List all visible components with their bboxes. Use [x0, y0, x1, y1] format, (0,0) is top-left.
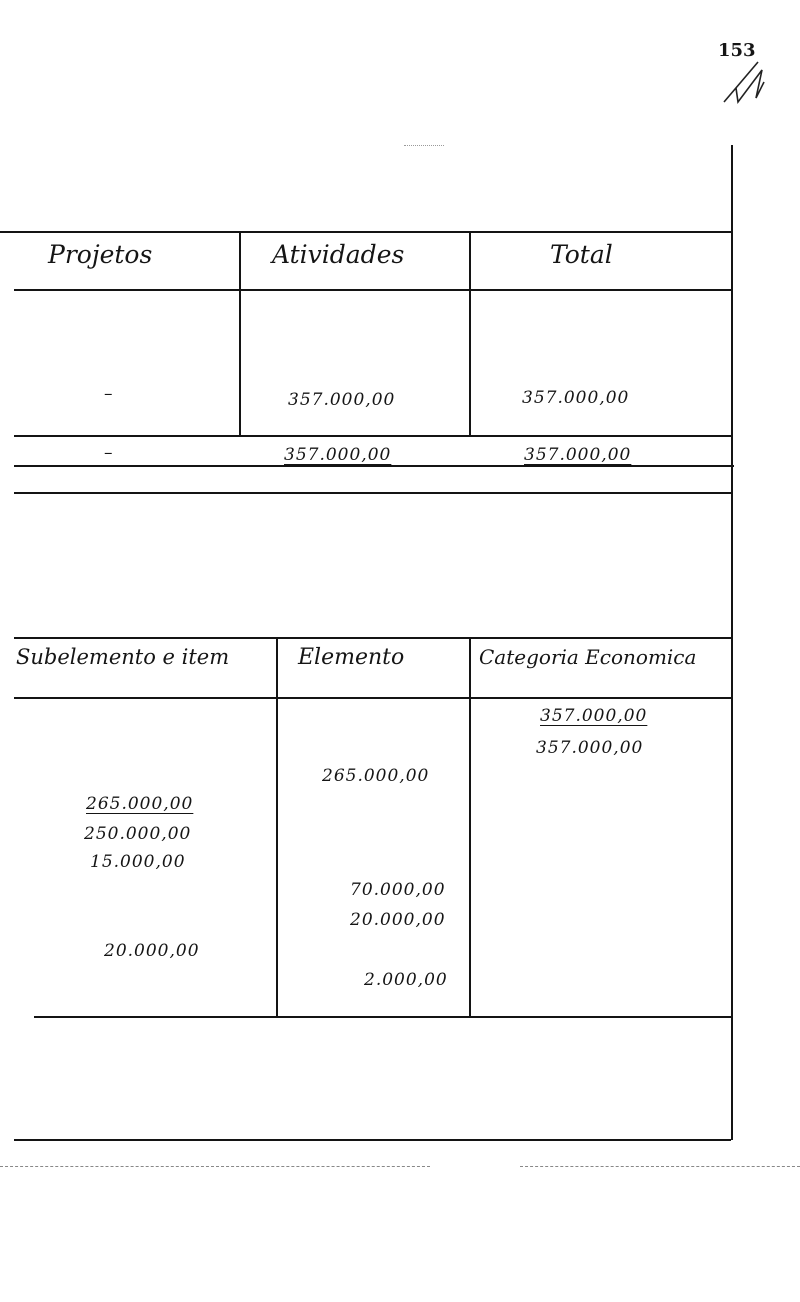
- table-rule: [0, 231, 731, 233]
- header-total: Total: [550, 240, 613, 269]
- table-rule: [14, 637, 731, 639]
- row-atividades: 357.000,00: [288, 390, 396, 410]
- header-elemento: Elemento: [298, 645, 405, 670]
- scan-artifact: [0, 1166, 430, 1167]
- header-atividades: Atividades: [272, 240, 405, 269]
- table-rule: [14, 492, 731, 494]
- elemento-value-4: 2.000,00: [364, 970, 448, 990]
- subelemento-value-1: 265.000,00: [86, 794, 194, 814]
- elemento-value-1: 265.000,00: [322, 766, 430, 786]
- subelemento-value-4: 20.000,00: [104, 941, 200, 961]
- header-subelemento: Subelemento e item: [16, 645, 230, 669]
- scan-artifact: [520, 1166, 800, 1167]
- table-rule: [14, 697, 731, 699]
- header-categoria: Categoria Economica: [479, 645, 697, 669]
- table-rule: [14, 435, 731, 437]
- elemento-value-3: 20.000,00: [350, 910, 446, 930]
- header-projetos: Projetos: [48, 240, 153, 269]
- table-rule: [14, 289, 731, 291]
- page-number: 153: [718, 40, 756, 61]
- elemento-value-2: 70.000,00: [350, 880, 446, 900]
- total-projetos: –: [104, 443, 114, 463]
- column-divider: [469, 231, 471, 436]
- initials-signature: [718, 58, 768, 110]
- column-divider: [239, 231, 241, 436]
- row-projetos: –: [104, 384, 114, 404]
- categoria-value-2: 357.000,00: [536, 738, 644, 758]
- margin-rule: [731, 145, 733, 1140]
- categoria-value-1: 357.000,00: [540, 706, 648, 726]
- subelemento-value-3: 15.000,00: [90, 852, 186, 872]
- table-rule: [34, 1016, 731, 1018]
- subelemento-value-2: 250.000,00: [84, 824, 192, 844]
- scan-artifact: [404, 145, 444, 146]
- table-rule: [14, 1139, 731, 1141]
- table-rule: [14, 465, 734, 467]
- column-divider: [276, 637, 278, 1017]
- total-atividades: 357.000,00: [284, 445, 392, 465]
- column-divider: [469, 637, 471, 1017]
- total-total: 357.000,00: [524, 445, 632, 465]
- row-total: 357.000,00: [522, 388, 630, 408]
